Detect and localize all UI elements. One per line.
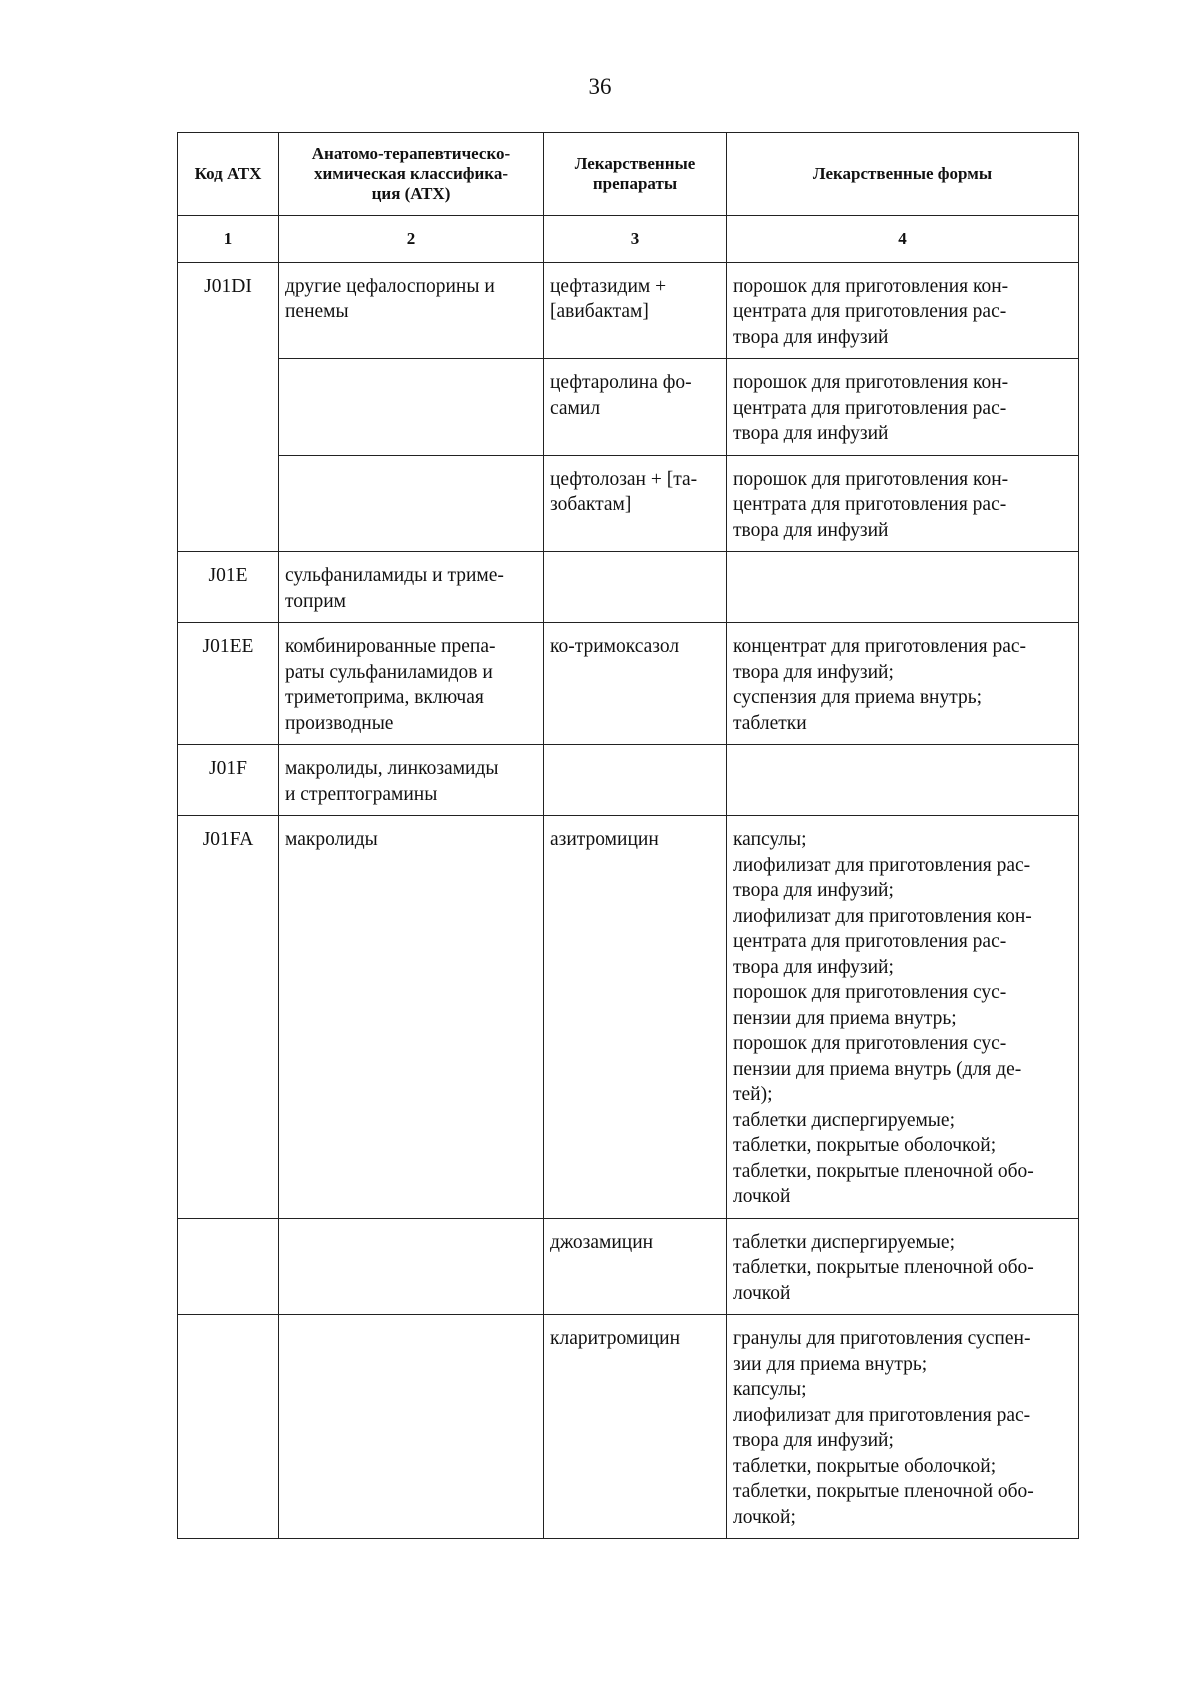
atx-code-cell: J01E	[178, 552, 279, 623]
forms-line: твора для инфузий	[733, 519, 889, 541]
dosage-forms-cell	[727, 745, 1079, 816]
table-row	[178, 455, 1079, 552]
table-row	[178, 1315, 1079, 1539]
classification-line: топрим	[285, 590, 346, 612]
drug-line: кларитромицин	[550, 1328, 681, 1349]
drug-line: ко-тримоксазол	[550, 636, 680, 657]
drug-line: самил	[550, 397, 601, 419]
forms-line: центрата для приготовления рас-	[733, 494, 1007, 515]
table-row	[178, 745, 1079, 816]
forms-line: таблетки, покрытые оболочкой;	[733, 1455, 997, 1477]
table-row	[178, 262, 1079, 359]
table-row	[178, 1218, 1079, 1315]
atx-code-cell: J01F	[178, 745, 279, 816]
dosage-forms-cell	[727, 262, 1079, 359]
drug-cell	[544, 1218, 727, 1315]
dosage-forms-cell	[727, 1218, 1079, 1315]
atx-code-cell	[178, 1218, 279, 1315]
forms-line: центрата для приготовления рас-	[733, 397, 1007, 419]
classification-line: и стрептограмины	[285, 783, 438, 805]
forms-line: центрата для приготовления рас-	[733, 301, 1007, 322]
forms-line: зии для приема внутрь;	[733, 1353, 928, 1375]
drug-cell	[544, 745, 727, 816]
drug-line: цефтолозан + [та-	[550, 468, 698, 490]
forms-line: твора для инфузий;	[733, 956, 894, 978]
column-number: 3	[544, 216, 727, 263]
dosage-forms-cell	[727, 1315, 1079, 1539]
classification-line: макролиды, линкозамиды	[285, 758, 499, 779]
drug-cell	[544, 455, 727, 552]
drug-line: зобактам]	[550, 494, 632, 515]
dosage-forms-cell	[727, 552, 1079, 623]
header-forms: Лекарственные формы	[727, 133, 1079, 216]
classification-line: пенемы	[285, 301, 349, 322]
table-row	[178, 552, 1079, 623]
forms-line: таблетки диспергируемые;	[733, 1109, 955, 1131]
forms-line: лиофилизат для приготовления рас-	[733, 854, 1031, 876]
header-drugs	[544, 133, 727, 216]
forms-line: таблетки, покрытые пленочной обо-	[733, 1481, 1034, 1502]
forms-line: лочкой;	[733, 1506, 796, 1528]
drug-cell	[544, 262, 727, 359]
column-number: 1	[178, 216, 279, 263]
atx-code-cell: J01DI	[178, 262, 279, 552]
forms-line: таблетки диспергируемые;	[733, 1231, 955, 1253]
header-classification-line: Анатомо-терапевтическо-	[311, 144, 511, 163]
classification-cell	[279, 455, 544, 552]
classification-line: сульфаниламиды и триме-	[285, 565, 504, 586]
classification-cell	[279, 816, 544, 1219]
forms-line: порошок для приготовления кон-	[733, 372, 1009, 393]
classification-cell	[279, 1218, 544, 1315]
forms-line: твора для инфузий;	[733, 1430, 894, 1451]
classification-cell	[279, 623, 544, 745]
header-row	[178, 133, 1079, 216]
forms-line: лочкой	[733, 1186, 791, 1207]
header-classification-line: химическая классифика-	[313, 164, 508, 183]
atx-code-cell: J01EE	[178, 623, 279, 745]
forms-line: порошок для приготовления сус-	[733, 982, 1007, 1003]
page-number: 36	[588, 74, 612, 99]
forms-line: центрата для приготовления рас-	[733, 931, 1007, 952]
classification-line: производные	[285, 712, 394, 734]
table-row	[178, 359, 1079, 456]
classification-cell	[279, 262, 544, 359]
classification-cell	[279, 359, 544, 456]
forms-line: таблетки	[733, 712, 807, 734]
forms-line: порошок для приготовления кон-	[733, 468, 1009, 490]
classification-cell	[279, 552, 544, 623]
header-classification-line: ция (АТХ)	[371, 184, 451, 203]
atx-code-cell: J01FA	[178, 816, 279, 1219]
classification-line: макролиды	[285, 829, 378, 850]
classification-line: триметоприма, включая	[285, 687, 484, 708]
forms-line: капсулы;	[733, 829, 807, 850]
drug-cell	[544, 359, 727, 456]
column-number-row	[178, 216, 1079, 263]
column-number: 4	[727, 216, 1079, 263]
forms-line: порошок для приготовления кон-	[733, 275, 1009, 297]
atx-table	[177, 132, 1079, 1539]
classification-cell	[279, 1315, 544, 1539]
header-drugs-line: Лекарственные	[574, 154, 696, 173]
drug-cell	[544, 1315, 727, 1539]
forms-line: порошок для приготовления сус-	[733, 1033, 1007, 1054]
forms-line: тей);	[733, 1084, 773, 1105]
classification-line: раты сульфаниламидов и	[285, 661, 493, 683]
forms-line: капсулы;	[733, 1379, 807, 1400]
forms-line: таблетки, покрытые пленочной обо-	[733, 1160, 1034, 1182]
classification-line: другие цефалоспорины и	[285, 275, 495, 297]
drug-line: джозамицин	[550, 1231, 654, 1253]
forms-line: гранулы для приготовления суспен-	[733, 1328, 1031, 1349]
drug-cell	[544, 816, 727, 1219]
drug-line: цефтазидим +	[550, 275, 667, 297]
atx-code-cell	[178, 1315, 279, 1539]
classification-line: комбинированные препа-	[285, 636, 496, 657]
drug-cell	[544, 552, 727, 623]
forms-line: пензии для приема внутрь (для де-	[733, 1058, 1022, 1080]
dosage-forms-cell	[727, 623, 1079, 745]
forms-line: твора для инфузий;	[733, 661, 894, 683]
dosage-forms-cell	[727, 359, 1079, 456]
column-number: 2	[279, 216, 544, 263]
forms-line: лиофилизат для приготовления рас-	[733, 1404, 1031, 1426]
forms-line: таблетки, покрытые оболочкой;	[733, 1135, 997, 1156]
dosage-forms-cell	[727, 816, 1079, 1219]
table-row	[178, 623, 1079, 745]
forms-line: твора для инфузий;	[733, 880, 894, 901]
drug-line: [авибактам]	[550, 301, 649, 322]
header-drugs-line: препараты	[592, 174, 678, 193]
forms-line: пензии для приема внутрь;	[733, 1007, 957, 1029]
forms-line: твора для инфузий	[733, 423, 889, 444]
header-code: Код АТХ	[178, 133, 279, 216]
forms-line: таблетки, покрытые пленочной обо-	[733, 1257, 1034, 1278]
forms-line: суспензия для приема внутрь;	[733, 687, 983, 708]
table-row	[178, 816, 1079, 1219]
forms-line: концентрат для приготовления рас-	[733, 636, 1026, 657]
classification-cell	[279, 745, 544, 816]
dosage-forms-cell	[727, 455, 1079, 552]
forms-line: лиофилизат для приготовления кон-	[733, 905, 1032, 927]
drug-line: цефтаролина фо-	[550, 372, 692, 393]
header-classification	[279, 133, 544, 216]
drug-line: азитромицин	[550, 829, 659, 850]
drug-cell	[544, 623, 727, 745]
forms-line: твора для инфузий	[733, 326, 889, 348]
forms-line: лочкой	[733, 1282, 791, 1304]
